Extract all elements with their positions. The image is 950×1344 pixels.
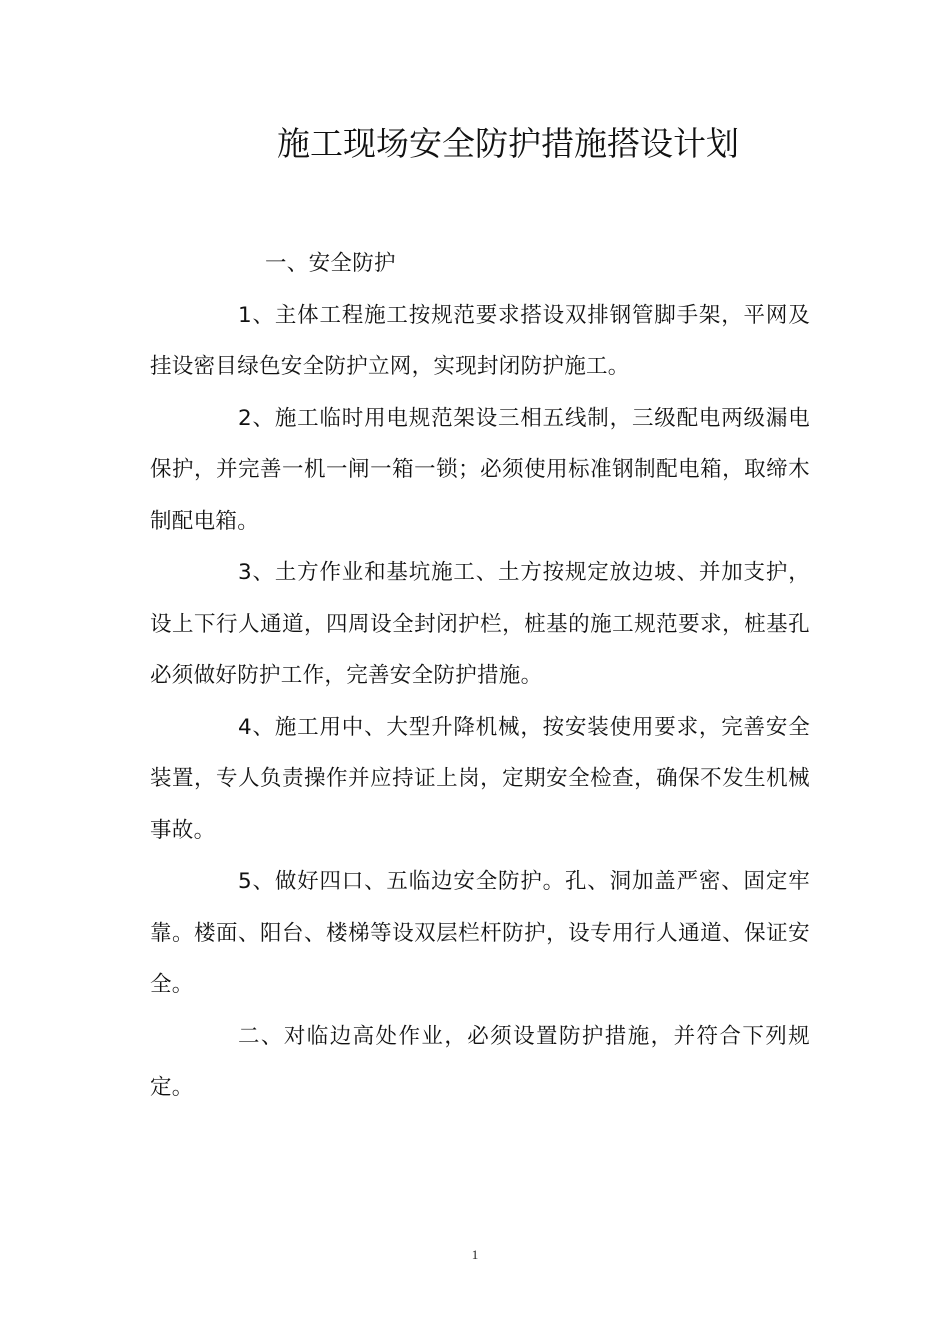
paragraph-1: 1、主体工程施工按规范要求搭设双排钢管脚手架，平网及挂设密目绿色安全防护立网，实现封闭防护施工。 <box>150 302 810 379</box>
paragraph-3: 3、土方作业和基坑施工、土方按规定放边坡、并加支护，设上下行人通道，四周设全封闭护栏，桩基的施工规范要求，桩基孔必须做好防护工作，完善安全防护措施。 <box>150 560 810 688</box>
section-heading-2: 二、对临边高处作业，必须设置防护措施，并符合下列规定。 <box>150 1023 810 1100</box>
paragraph-2: 2、施工临时用电规范架设三相五线制，三级配电两级漏电保护，并完善一机一闸一箱一锁；必须使用标准钢制配电箱，取缔木制配电箱。 <box>150 405 810 534</box>
paragraph-4: 4、施工用中、大型升降机械，按安装使用要求，完善安全装置，专人负责操作并应持证上岗，定期安全检查，确保不发生机械事故。 <box>150 714 810 843</box>
document-body <box>150 238 810 1114</box>
document-title: 施工现场安全防护措施搭设计划 <box>277 124 739 163</box>
paragraph-5: 5、做好四口、五临边安全防护。孔、洞加盖严密、固定牢靠。楼面、阳台、楼梯等设双层栏杆防护，设专用行人通道、保证安全。 <box>150 869 810 997</box>
page-number: 1 <box>471 1247 479 1262</box>
section-heading-1: 一、安全防护 <box>265 251 396 276</box>
